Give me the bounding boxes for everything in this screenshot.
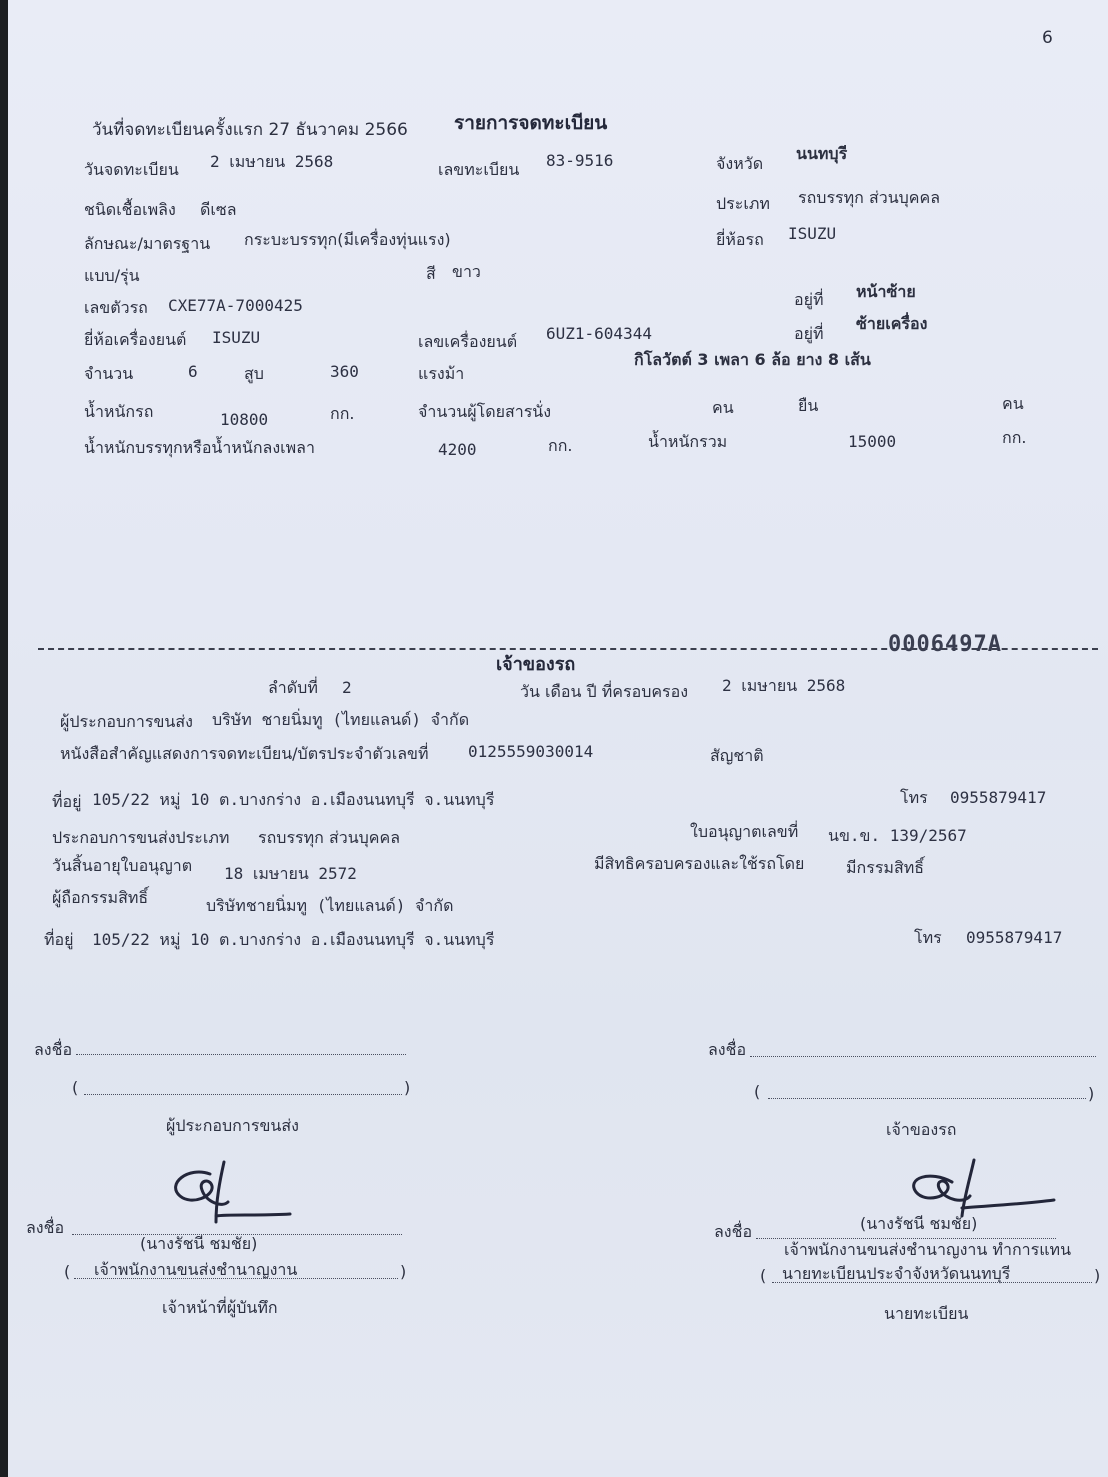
kg-unit-2: กก. [548,436,573,455]
order: 2 [342,678,352,697]
tel: 0955879417 [950,788,1047,807]
person-unit-1: คน [712,398,734,417]
cyl-label: สูบ [244,364,264,383]
possess-label: วัน เดือน ปี ที่ครอบครอง [520,682,689,701]
paren-close-4: ) [1094,1266,1101,1285]
sign-label-operator: ลงชื่อ [34,1040,73,1059]
engine-brand: ISUZU [212,328,261,347]
paren-close-2: ) [1088,1084,1095,1103]
name-line-owner [768,1098,1086,1099]
reg-date-label: วันจดทะเบียน [84,160,179,179]
sign-line-owner [750,1056,1096,1057]
right-label: มีสิทธิครอบครองและใช้รถโดย [594,854,805,873]
position-line-officer [74,1278,398,1279]
address2: 105/22 หมู่ 10 ต.บางกร่าง อ.เมืองนนทบุรี จ.นนทบุรี [92,930,495,949]
address: 105/22 หมู่ 10 ต.บางกร่าง อ.เมืองนนทบุรี จ.นนทบุรี [92,790,495,809]
officer-name: (นางรัชนี ชมชัย) [140,1234,258,1253]
owner-role: เจ้าของรถ [886,1120,957,1139]
kg-unit-3: กก. [1002,428,1027,447]
chassis: CXE77A-7000425 [168,296,303,315]
color: ขาว [452,262,481,281]
load: 4200 [438,440,477,459]
id-number: 0125559030014 [468,742,594,761]
permit: นข.ข. 139/2567 [828,826,967,845]
engine-loc: ซ้ายเครื่อง [856,314,928,333]
gross-label: น้ำหนักรวม [648,432,728,451]
plate-label: เลขทะเบียน [438,160,520,179]
sign-label-owner: ลงชื่อ [708,1040,747,1059]
tel2: 0955879417 [966,928,1063,947]
registrar-position-1: เจ้าพนักงานขนส่งชำนาญงาน ทำการแทน [784,1240,1071,1259]
address2-label: ที่อยู่ [44,930,74,949]
std-label: ลักษณะ/มาตรฐาน [84,234,211,253]
name-line-operator [84,1094,402,1095]
operator-label: ผู้ประกอบการขนส่ง [60,712,193,731]
type: รถบรรทุก ส่วนบุคคล [798,188,940,207]
operator-role: ผู้ประกอบการขนส่ง [166,1116,299,1135]
model-label: แบบ/รุ่น [84,266,140,285]
chassis-loc-label: อยู่ที่ [794,290,824,309]
right: มีกรรมสิทธิ์ [846,858,925,877]
count-label: จำนวน [84,364,134,383]
owner-title: เจ้าของรถ [496,654,576,675]
paren-open-2: ( [754,1082,761,1101]
std: กระบะบรรทุก(มีเครื่องทุ่นแรง) [244,230,451,249]
engine-no: 6UZ1-604344 [546,324,652,343]
engine-brand-label: ยี่ห้อเครื่องยนต์ [84,330,187,349]
paren-open-3: ( [64,1262,71,1281]
chassis-loc: หน้าซ้าย [856,282,916,301]
paren-open-1: ( [72,1078,79,1097]
registrar-role: นายทะเบียน [884,1304,969,1323]
page-number: 6 [1042,28,1053,48]
sign-label-registrar: ลงชื่อ [714,1222,753,1241]
officer-signature [158,1156,308,1236]
stand-label: ยืน [798,396,819,415]
color-label: สี [426,264,436,283]
document-title: รายการจดทะเบียน [454,112,608,134]
paren-close-1: ) [404,1078,411,1097]
officer-position: เจ้าพนักงานขนส่งชำนาญงาน [94,1260,298,1279]
weight: 10800 [220,410,269,429]
tel-label: โทร [900,788,928,807]
id-label: หนังสือสำคัญแสดงการจดทะเบียน/บัตรประจำตัวเลขที่ [60,744,429,763]
plate: 83-9516 [546,151,614,170]
first-registration: วันที่จดทะเบียนครั้งแรก 27 ธันวาคม 2566 [92,120,408,140]
paren-close-3: ) [400,1262,407,1281]
sign-line-operator [76,1054,406,1055]
stamp-number: 0006497A [888,632,1002,657]
sign-line-registrar [756,1238,1056,1239]
chassis-label: เลขตัวรถ [84,298,148,317]
operator: บริษัท ชายนิ่มทู (ไทยแลนด์) จำกัด [212,710,470,729]
registrar-position-2: นายทะเบียนประจำจังหวัดนนทบุรี [782,1264,1011,1283]
cc: 360 [330,362,359,381]
gross: 15000 [848,432,897,451]
province-label: จังหวัด [716,154,764,173]
fuel: ดีเซล [200,200,237,219]
engine-no-label: เลขเครื่องยนต์ [418,332,518,351]
brand-label: ยี่ห้อรถ [716,230,764,249]
expire-label: วันสิ้นอายุใบอนุญาต [52,856,193,875]
tel2-label: โทร [914,928,942,947]
order-label: ลำดับที่ [268,678,318,697]
biz: รถบรรทุก ส่วนบุคคล [258,828,400,847]
position-line-registrar [772,1282,1092,1283]
passengers-label: จำนวนผู้โดยสารนั่ง [418,402,552,421]
holder-label: ผู้ถือกรรมสิทธิ์ [52,888,149,907]
nationality-label: สัญชาติ [710,746,764,765]
expire: 18 เมษายน 2572 [224,864,357,883]
cylinders: 6 [188,362,198,381]
possess-date: 2 เมษายน 2568 [722,676,846,695]
document-page [8,0,1108,1477]
officer-role: เจ้าหน้าที่ผู้บันทึก [162,1298,278,1317]
axle-info: กิโลวัตต์ 3 เพลา 6 ล้อ ยาง 8 เส้น [634,350,871,369]
brand: ISUZU [788,224,837,243]
fuel-label: ชนิดเชื้อเพลิง [84,200,176,219]
biz-label: ประกอบการขนส่งประเภท [52,828,230,847]
kg-unit-1: กก. [330,404,355,423]
sign-label-officer: ลงชื่อ [26,1218,65,1237]
load-label: น้ำหนักบรรทุกหรือน้ำหนักลงเพลา [84,438,315,457]
paren-open-4: ( [760,1266,767,1285]
engine-loc-label: อยู่ที่ [794,324,824,343]
hp-label: แรงม้า [418,364,465,383]
weight-label: น้ำหนักรถ [84,402,154,421]
address-label: ที่อยู่ [52,792,82,811]
registrar-name: (นางรัชนี ชมชัย) [860,1214,978,1233]
person-unit-2: คน [1002,394,1024,413]
permit-label: ใบอนุญาตเลขที่ [690,822,799,841]
type-label: ประเภท [716,194,770,213]
holder: บริษัทชายนิ่มทู (ไทยแลนด์) จำกัด [206,896,454,915]
reg-date: 2 เมษายน 2568 [210,152,334,171]
province: นนทบุรี [796,144,848,163]
